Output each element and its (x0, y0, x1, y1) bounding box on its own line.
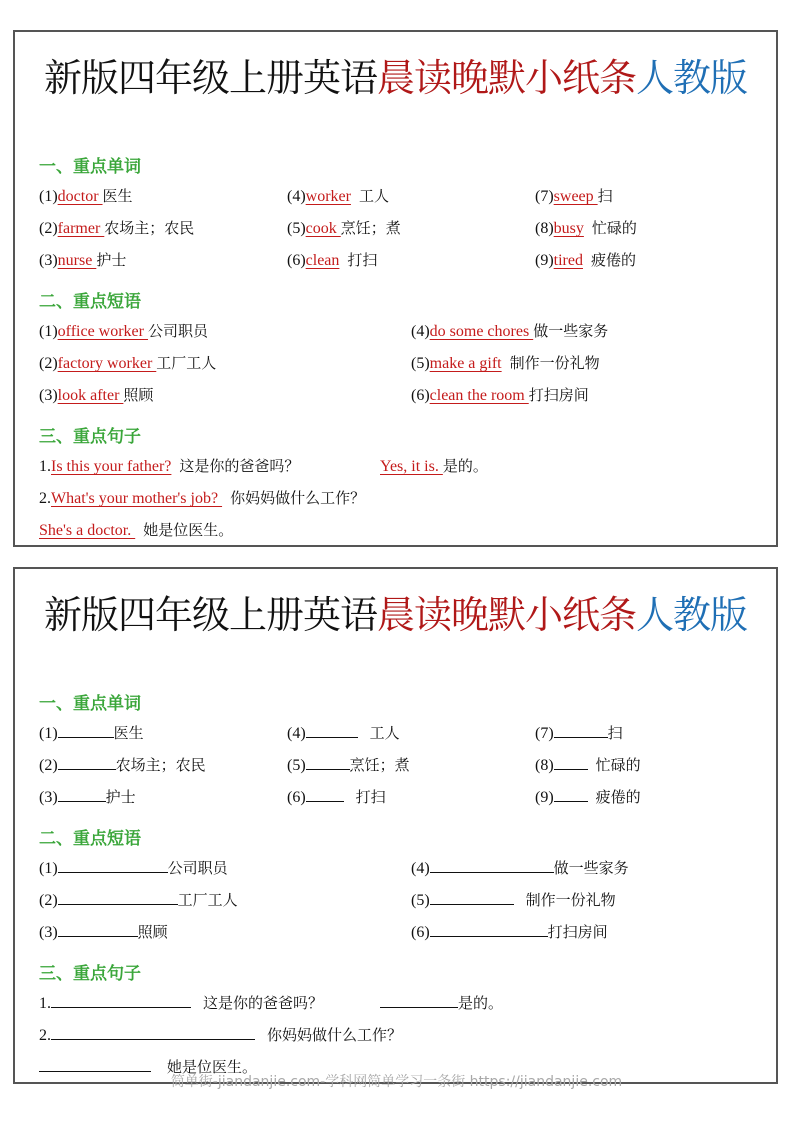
answer-blank[interactable] (430, 889, 514, 905)
answer-blank[interactable] (51, 1024, 255, 1040)
word-item: (2)farmer 农场主；农民 (39, 219, 195, 237)
section-heading-phrases: 二、重点短语 (39, 292, 141, 312)
section-heading-sentences: 三、重点句子 (39, 964, 141, 984)
phrase-item: (1)office worker 公司职员 (39, 322, 208, 340)
answer-blank[interactable] (554, 786, 588, 802)
phrase-blank: (2) 工厂工人 (39, 891, 238, 909)
answer-blank[interactable] (430, 857, 554, 873)
sentence-answer: She's a doctor. 她是位医生。 (39, 521, 234, 539)
answer-blank[interactable] (58, 786, 106, 802)
word-item: (7)sweep 扫 (535, 187, 613, 205)
answer-blank[interactable] (58, 722, 114, 738)
answer-blank[interactable] (306, 754, 350, 770)
word-item: (5)cook 烹饪；煮 (287, 219, 401, 237)
word-item: (3)nurse 护士 (39, 251, 127, 269)
answer-blank[interactable] (58, 921, 138, 937)
answer-blank[interactable] (554, 722, 608, 738)
title-part2: 晨读晚默小纸条 (376, 595, 636, 637)
phrase-item: (3)look after 照顾 (39, 386, 154, 404)
word-blank: (9) 疲倦的 (535, 788, 641, 806)
sentence-answer-blank: 是的。 (380, 992, 503, 1015)
card-title (15, 54, 776, 104)
word-item: (1)doctor 医生 (39, 187, 133, 205)
word-blank: (6) 打扫 (287, 788, 386, 806)
blank-card (13, 567, 778, 1084)
sentence-blank: 1. 这是你的爸爸吗？ (39, 994, 324, 1012)
word-item: (4)worker 工人 (287, 187, 389, 205)
phrase-item: (5)make a gift 制作一份礼物 (411, 354, 600, 372)
word-item: (8)busy 忙碌的 (535, 219, 637, 237)
title-part3: 人教版 (636, 595, 748, 637)
word-blank: (1) 医生 (39, 724, 144, 742)
phrase-item: (6)clean the room 打扫房间 (411, 386, 589, 404)
card-title (15, 591, 776, 641)
phrase-item: (4)do some chores 做一些家务 (411, 322, 609, 340)
title-part3: 人教版 (636, 58, 748, 100)
answer-blank[interactable] (58, 857, 168, 873)
section-heading-words: 一、重点单词 (39, 157, 141, 177)
phrase-blank: (1) 公司职员 (39, 859, 228, 877)
word-item: (6)clean 打扫 (287, 251, 378, 269)
answer-blank[interactable] (306, 722, 358, 738)
word-blank: (3) 护士 (39, 788, 136, 806)
phrase-item: (2)factory worker 工厂工人 (39, 354, 217, 372)
word-blank: (4) 工人 (287, 724, 400, 742)
section-heading-phrases: 二、重点短语 (39, 829, 141, 849)
title-part1: 新版四年级上册英语 (43, 58, 377, 100)
title-part1: 新版四年级上册英语 (43, 595, 377, 637)
word-blank: (5) 烹饪；煮 (287, 756, 410, 774)
footer-watermark: 简单街-jiandanjie.com-学科网简单学习一条街 https://jiandanjie.com (170, 1074, 623, 1090)
sentence-answer: Yes, it is. 是的。 (380, 457, 488, 475)
answer-blank[interactable] (39, 1056, 151, 1072)
word-blank: (7) 扫 (535, 724, 623, 742)
answer-blank[interactable] (58, 754, 116, 770)
sentence-answer-blank: 她是位医生。 (39, 1056, 257, 1079)
answer-blank[interactable] (306, 786, 344, 802)
sentence-item: 2.What's your mother's job? 你妈妈做什么工作？ (39, 489, 366, 507)
sentence-blank: 2. 你妈妈做什么工作？ (39, 1026, 403, 1044)
answer-blank[interactable] (51, 992, 191, 1008)
answer-blank[interactable] (554, 754, 588, 770)
answer-blank[interactable] (58, 889, 178, 905)
title-part2: 晨读晚默小纸条 (376, 58, 636, 100)
phrase-blank: (3) 照顾 (39, 923, 168, 941)
word-blank: (2) 农场主；农民 (39, 756, 206, 774)
phrase-blank: (5) 制作一份礼物 (411, 891, 616, 909)
phrase-blank: (6) 打扫房间 (411, 923, 608, 941)
phrase-blank: (4) 做一些家务 (411, 859, 629, 877)
answer-card (13, 30, 778, 547)
word-item: (9)tired 疲倦的 (535, 251, 636, 269)
section-heading-sentences: 三、重点句子 (39, 427, 141, 447)
answer-blank[interactable] (430, 921, 548, 937)
sentence-item: 1.Is this your father? 这是你的爸爸吗？ (39, 457, 300, 475)
word-blank: (8) 忙碌的 (535, 756, 641, 774)
answer-blank[interactable] (380, 992, 458, 1008)
section-heading-words: 一、重点单词 (39, 694, 141, 714)
